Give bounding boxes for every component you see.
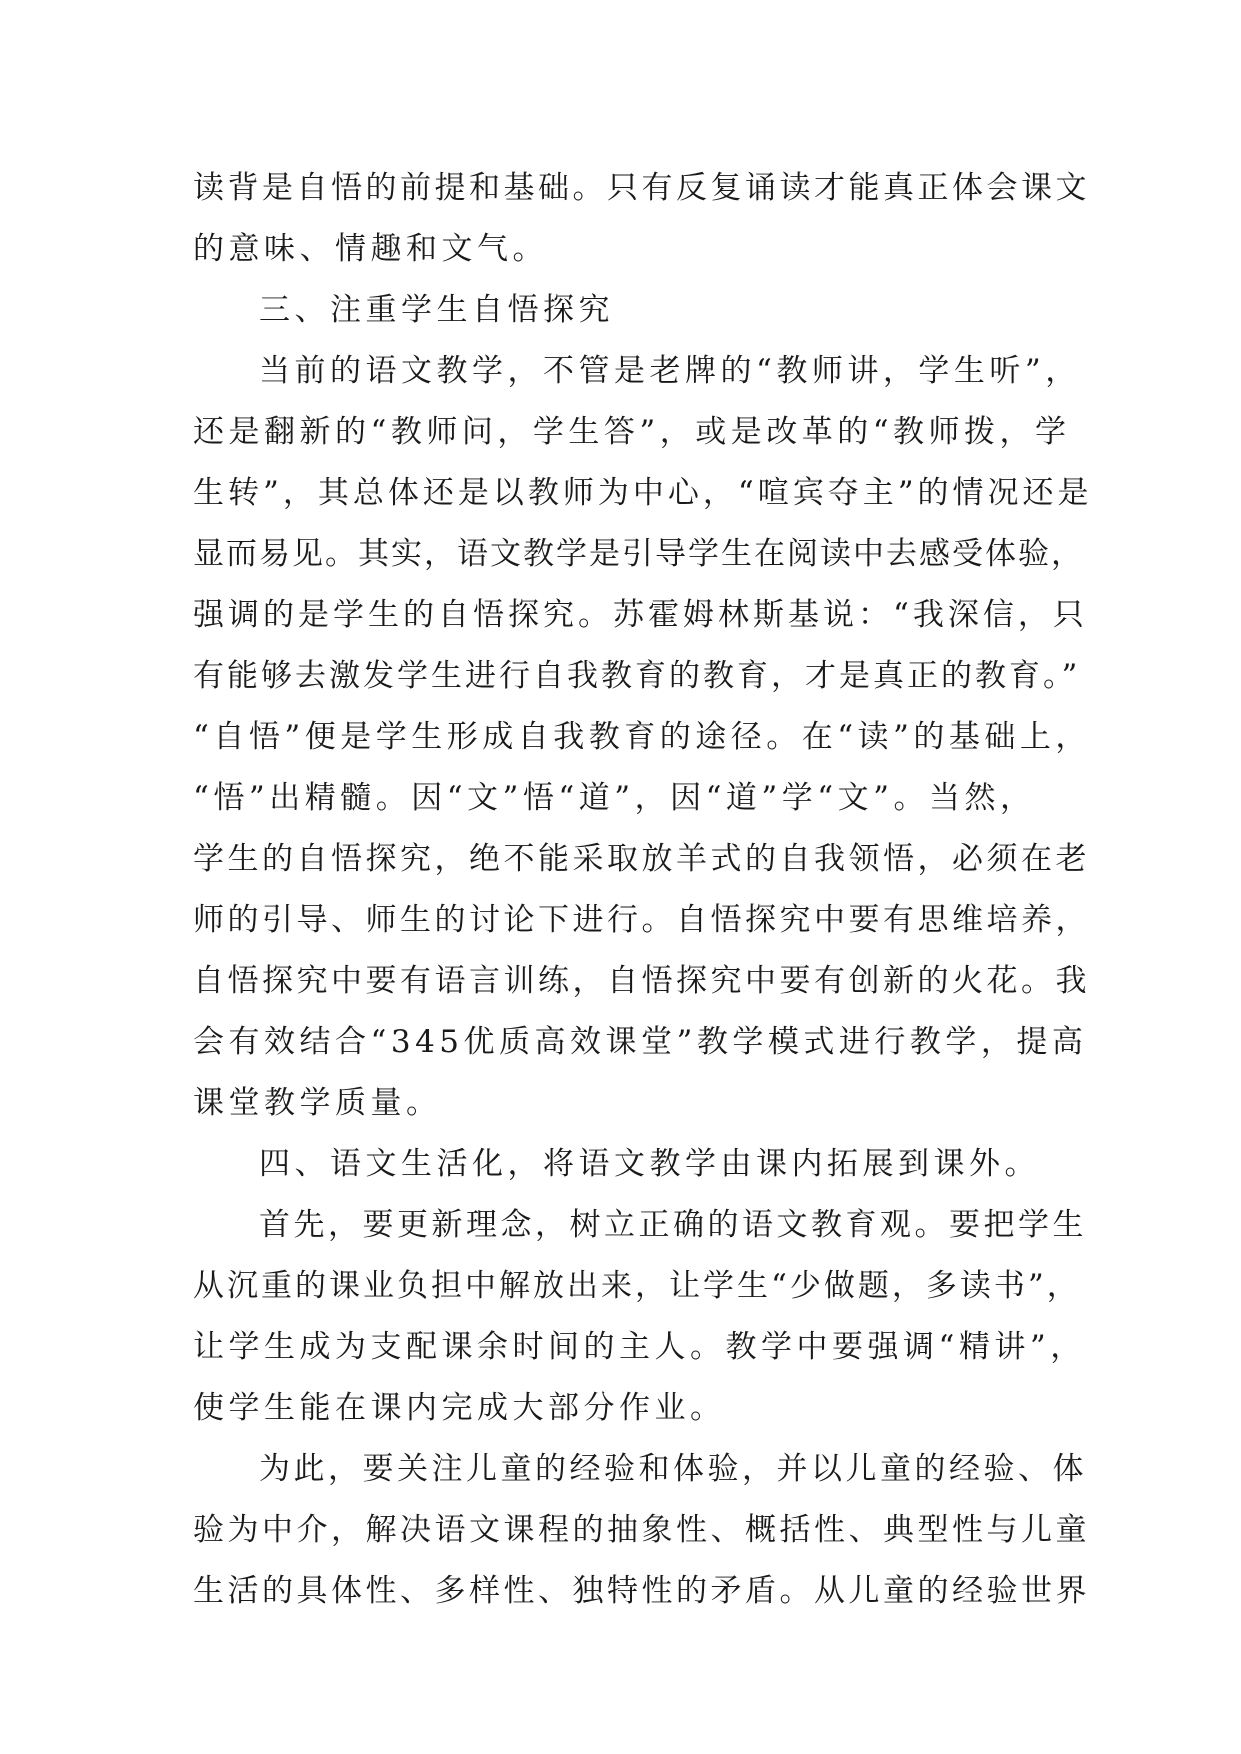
- text-line: “悟”出精髓。因“文”悟“道”，因“道”学“文”。当然，: [193, 780, 1036, 816]
- text-line: 读背是自悟的前提和基础。只有反复诵读才能真正体会课文: [193, 170, 1090, 206]
- text-line: 自悟探究中要有语言训练，自悟探究中要有创新的火花。我: [193, 963, 1090, 999]
- text-line: 有能够去激发学生进行自我教育的教育，才是真正的教育。”: [193, 658, 1081, 694]
- text-line: 从沉重的课业负担中解放出来，让学生“少做题，多读书”，: [193, 1268, 1081, 1304]
- text-line: 三、注重学生自悟探究: [259, 292, 614, 328]
- document-body: [193, 158, 1093, 1622]
- text-line: 验为中介，解决语文课程的抽象性、概括性、典型性与儿童: [193, 1512, 1090, 1548]
- text-line: 生活的具体性、多样性、独特性的矛盾。从儿童的经验世界: [193, 1573, 1090, 1609]
- text-line: 四、语文生活化，将语文教学由课内拓展到课外。: [259, 1146, 1040, 1182]
- text-line: “自悟”便是学生形成自我教育的途径。在“读”的基础上，: [193, 719, 1091, 755]
- text-line: 让学生成为支配课余时间的主人。教学中要强调“精讲”，: [193, 1329, 1086, 1365]
- text-line: 还是翻新的“教师问，学生答”，或是改革的“教师拨，学: [193, 414, 1071, 450]
- text-line: 会有效结合“345优质高效课堂”教学模式进行教学，提高: [193, 1024, 1088, 1060]
- text-line: 生转”，其总体还是以教师为中心，“喧宾夺主”的情况还是: [193, 475, 1093, 511]
- text-line: 首先，要更新理念，树立正确的语文教育观。要把学生: [259, 1207, 1087, 1243]
- text-line: 当前的语文教学，不管是老牌的“教师讲，学生听”，: [259, 353, 1081, 389]
- text-line: 强调的是学生的自悟探究。苏霍姆林斯基说：“我深信，只: [193, 597, 1088, 633]
- text-line: 显而易见。其实，语文教学是引导学生在阅读中去感受体验，: [193, 536, 1084, 572]
- text-line: 学生的自悟探究，绝不能采取放羊式的自我领悟，必须在老: [193, 841, 1090, 877]
- text-line: 课堂教学质量。: [193, 1085, 442, 1121]
- text-line: 师的引导、师生的讨论下进行。自悟探究中要有思维培养，: [193, 902, 1090, 938]
- text-line: 使学生能在课内完成大部分作业。: [193, 1390, 726, 1426]
- text-line: 的意味、情趣和文气。: [193, 231, 548, 267]
- text-line: 为此，要关注儿童的经验和体验，并以儿童的经验、体: [259, 1451, 1087, 1487]
